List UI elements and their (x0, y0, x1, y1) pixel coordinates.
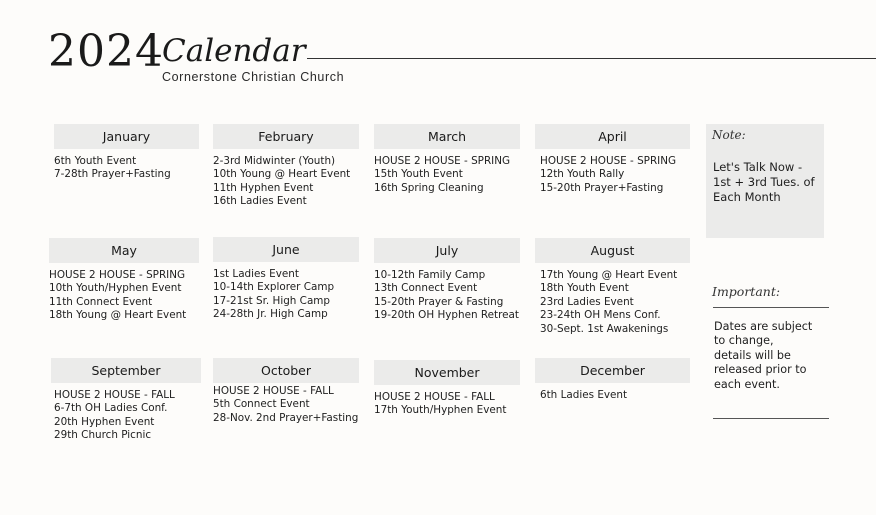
month-august (535, 238, 690, 336)
event-list (213, 385, 359, 425)
event-item: HOUSE 2 HOUSE - SPRING (374, 155, 511, 167)
important-label: Important: (712, 284, 781, 299)
event-item: 2-3rd Midwinter (Youth) (213, 155, 336, 167)
month-title: May (49, 238, 199, 263)
church-name: Cornerstone Christian Church (162, 70, 345, 84)
calendar-title: Calendar (162, 33, 306, 69)
event-item: 6-7th OH Ladies Conf. (54, 402, 168, 415)
event-list (535, 269, 690, 336)
event-list (374, 391, 520, 418)
event-list (535, 155, 690, 195)
month-march (374, 124, 520, 195)
event-item: 18th Youth Event (540, 282, 629, 295)
event-item: 10th Young @ Heart Event (213, 168, 351, 181)
event-item: 24-28th Jr. High Camp (213, 308, 328, 321)
month-title: April (535, 124, 690, 149)
note-label: Note: (712, 128, 746, 142)
event-item: 30-Sept. 1st Awakenings (540, 322, 669, 335)
month-september (51, 358, 201, 443)
note-box (706, 124, 824, 238)
event-item: 10-14th Explorer Camp (213, 281, 335, 294)
month-may (49, 238, 199, 323)
month-title: February (213, 124, 359, 149)
month-title: January (54, 124, 199, 149)
month-title: July (374, 238, 520, 263)
month-february (213, 124, 359, 209)
event-list (49, 269, 199, 323)
event-item: 15th Youth Event (374, 168, 463, 181)
event-list (213, 268, 359, 322)
event-list (213, 155, 359, 209)
event-item: 15-20th Prayer & Fasting (374, 295, 504, 308)
month-title: November (374, 360, 520, 385)
month-october (213, 358, 359, 425)
month-november (374, 360, 520, 418)
month-january (54, 124, 199, 182)
month-title: October (213, 358, 359, 383)
event-list (51, 389, 201, 443)
month-june (213, 237, 359, 322)
event-item: 5th Connect Event (213, 398, 310, 411)
month-title: March (374, 124, 520, 149)
event-item: HOUSE 2 HOUSE - FALL (374, 391, 495, 403)
event-item: 28-Nov. 2nd Prayer+Fasting (213, 411, 359, 424)
important-bottom-divider (713, 418, 829, 419)
event-item: 23-24th OH Mens Conf. (540, 309, 661, 322)
event-item: HOUSE 2 HOUSE - FALL (54, 389, 175, 401)
month-december (535, 358, 690, 402)
header-divider (307, 58, 876, 59)
event-item: 18th Young @ Heart Event (49, 309, 187, 322)
event-item: 7-28th Prayer+Fasting (54, 168, 171, 181)
month-title: September (51, 358, 201, 383)
event-item: 6th Youth Event (54, 155, 137, 167)
calendar-header (48, 26, 876, 90)
event-item: 16th Ladies Event (213, 195, 307, 208)
event-list (374, 155, 520, 195)
event-list (535, 389, 690, 402)
month-april (535, 124, 690, 195)
event-item: 15-20th Prayer+Fasting (540, 181, 664, 194)
event-item: HOUSE 2 HOUSE - SPRING (540, 155, 677, 167)
important-text: Dates are subject to change, details will be released prior to each event. (714, 320, 813, 391)
event-item: 12th Youth Rally (540, 168, 625, 181)
note-text: Let's Talk Now - 1st + 3rd Tues. of Each Month (713, 160, 815, 204)
month-title: June (213, 237, 359, 262)
event-item: 23rd Ladies Event (540, 295, 634, 308)
event-item: HOUSE 2 HOUSE - SPRING (49, 269, 186, 281)
event-list (374, 269, 520, 323)
event-item: 17th Young @ Heart Event (540, 269, 678, 281)
event-item: 29th Church Picnic (54, 429, 152, 442)
event-item: 17-21st Sr. High Camp (213, 294, 331, 307)
event-item: 16th Spring Cleaning (374, 181, 484, 194)
event-item: 10th Youth/Hyphen Event (49, 282, 182, 295)
event-item: 10-12th Family Camp (374, 269, 486, 281)
important-top-divider (713, 307, 829, 308)
event-item: 6th Ladies Event (540, 389, 628, 401)
month-title: December (535, 358, 690, 383)
event-list (54, 155, 199, 182)
event-item: 11th Connect Event (49, 295, 153, 308)
event-item: 11th Hyphen Event (213, 181, 314, 194)
event-item: HOUSE 2 HOUSE - FALL (213, 385, 334, 397)
event-item: 13th Connect Event (374, 282, 478, 295)
month-title: August (535, 238, 690, 263)
month-july (374, 238, 520, 323)
event-item: 1st Ladies Event (213, 268, 299, 280)
event-item: 17th Youth/Hyphen Event (374, 404, 507, 417)
event-item: 19-20th OH Hyphen Retreat (374, 309, 519, 322)
year-heading: 2024 (48, 26, 164, 77)
event-item: 20th Hyphen Event (54, 415, 155, 428)
